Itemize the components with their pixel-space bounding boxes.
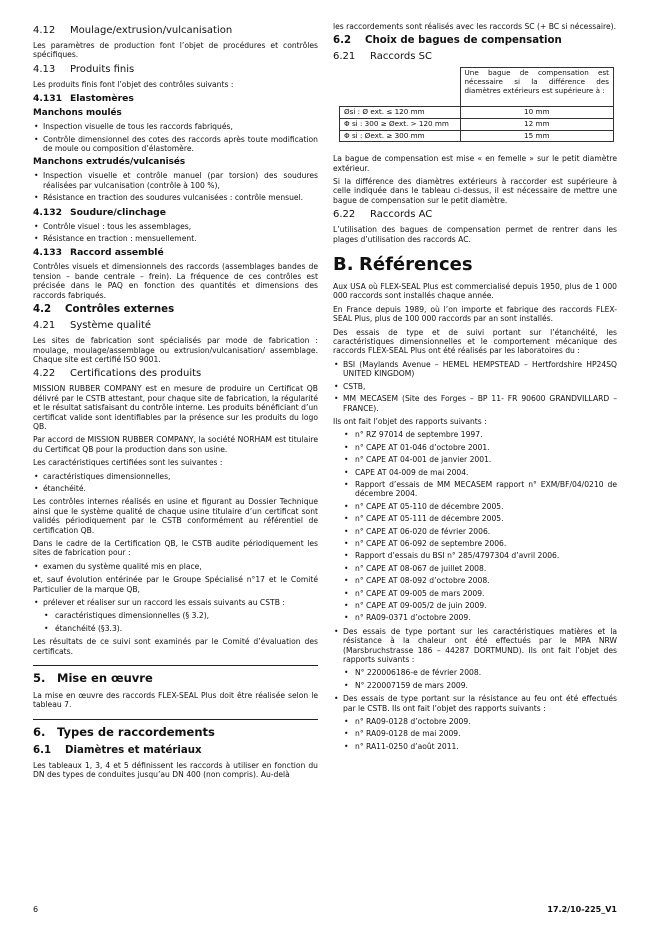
list-item: • étanchéité. (33, 484, 318, 493)
heading-4-22: 4.22 Certifications des produits (33, 368, 202, 380)
list-item: • N° 220007159 de mars 2009. (333, 681, 617, 690)
paragraph: L’utilisation des bagues de compensation permet de rentrer dans les plages d’utilisation des raccords AC. (333, 225, 617, 244)
list-item: • Des essais de type portant sur la résistance au feu ont été effectués par le CSTB. Ils ont fait l’objet des rapports suivants : (333, 694, 617, 713)
left-column (33, 22, 318, 784)
table-row (340, 130, 614, 142)
paragraph: Aux USA où FLEX-SEAL Plus est commercialisé depuis 1950, plus de 1 000 000 raccords sont installés chaque année. (333, 282, 617, 301)
paragraph: et, sauf évolution entérinée par le Groupe Spécialisé n°17 et le Comité Particulier de la marque QB, (33, 575, 318, 594)
list-item: • Résistance en traction des soudures vulcanisées : contrôle mensuel. (33, 193, 318, 202)
heading-6-22: 6.22 Raccords AC (333, 209, 433, 221)
table-row (340, 107, 614, 119)
list-item: • n° CAPE AT 06-020 de février 2006. (333, 527, 617, 536)
right-column (333, 22, 617, 755)
paragraph: Des essais de type et de suivi portant sur l’étanchéité, les caractéristiques dimensionnelles et le comportement mécanique des raccords FLEX-SEAL Plus ont été réalisés par les laboratoires du : (333, 327, 617, 356)
paragraph: les raccordements sont réalisés avec les raccords SC (+ BC si nécessaire). (333, 22, 617, 31)
heading-4-132: 4.132 Soudure/clinchage (33, 206, 166, 218)
list-item: • n° RA09-0371 d’octobre 2009. (333, 613, 617, 622)
list-item: • n° CAPE AT 08-092 d’octobre 2008. (333, 576, 617, 585)
paragraph: Les produits finis font l’objet des contrôles suivants : (33, 79, 234, 89)
list-item: • n° RA09-0128 d’octobre 2009. (333, 717, 617, 726)
paragraph: Par accord de MISSION RUBBER COMPANY, la société NORHAM est titulaire du Certificat QB pour la production dans son usine. (33, 435, 318, 454)
table-header: Une bague de compensation est nécessaire si la différence des diamètres extérieurs est supérieure à : (460, 68, 614, 107)
heading-4-131: 4.131 Elastomères (33, 93, 134, 105)
list-item: • Contrôle visuel : tous les assemblages, (33, 222, 318, 231)
list-item: • MM MECASEM (Site des Forges – BP 11- FR 90600 GRANDVILLARD – FRANCE). (333, 394, 617, 413)
table-cell: 15 mm (460, 130, 614, 142)
paragraph: La bague de compensation est mise « en femelle » sur le petit diamètre extérieur. (333, 154, 617, 173)
list-item: • Rapport d’essais de MM MECASEM rapport n° EXM/BF/04/0210 de décembre 2004. (333, 480, 617, 499)
list-item: • n° RA09-0128 de mai 2009. (333, 729, 617, 738)
list-item: • Inspection visuelle et contrôle manuel (par torsion) des soudures réalisées par vulcanisation (contrôle à 100 %), (33, 171, 318, 190)
list-item: • prélever et réaliser sur un raccord les essais suivants au CSTB : (33, 598, 318, 607)
page-number: 6 (33, 905, 39, 914)
paragraph: Ils ont fait l’objet des rapports suivants : (333, 416, 487, 426)
heading-6-2: 6.2 Choix de bagues de compensation (333, 35, 562, 47)
heading-4-12: 4.12 Moulage/extrusion/vulcanisation (33, 25, 233, 36)
bullet-list (333, 360, 617, 413)
heading-6: 6. Types de raccordements (33, 719, 318, 739)
table-cell: Φ si : Øext. ≥ 300 mm (340, 130, 461, 142)
paragraph: Les tableaux 1, 3, 4 et 5 définissent les raccords à utiliser en fonction du DN des types de conduites jusqu’au DN 400 (non compris). Au-delà (33, 760, 318, 780)
list-item: • Des essais de type portant sur les caractéristiques matières et la résistance à la chaleur ont été effectués par le MPA NRW (Marsbruchstrasse 186 – 44287 DORTMUND). Ils ont fait l’objet des rapports suivants : (333, 627, 617, 665)
paragraph: Les résultats de ce suivi sont examinés par le Comité d’évaluation des certificats. (33, 637, 318, 656)
bullet-list (33, 171, 318, 202)
table-cell: 10 mm (460, 107, 614, 119)
list-item: • examen du système qualité mis en place, (33, 562, 318, 571)
paragraph: Les paramètres de production font l’objet de procédures et contrôles spécifiques. (33, 41, 318, 60)
subheading-manchons-moules: Manchons moulés (33, 108, 122, 119)
list-item: • CAPE AT 04-009 de mai 2004. (333, 468, 617, 477)
list-item: • Contrôle dimensionnel des cotes des raccords après toute modification de moule ou composition d’élastomère. (33, 135, 318, 154)
bullet-list (33, 472, 318, 494)
list-item: • Résistance en traction : mensuellement. (33, 234, 318, 243)
list-item: • caractéristiques dimensionnelles, (33, 472, 318, 481)
list-item: • étanchéité (§3.3). (33, 624, 318, 633)
heading-4-13: 4.13 Produits finis (33, 63, 135, 75)
list-item: • n° CAPE AT 09-005/2 de juin 2009. (333, 601, 617, 610)
sub-bullet-list (33, 611, 318, 633)
list-item: • BSI (Maylands Avenue – HEMEL HEMPSTEAD – Hertfordshire HP24SQ UNITED KINGDOM) (333, 360, 617, 379)
heading-references: B. Références (333, 254, 473, 276)
paragraph: Dans le cadre de la Certification QB, le CSTB audite périodiquement les sites de fabrication pour : (33, 539, 318, 558)
heading-6-21: 6.21 Raccords SC (333, 51, 432, 63)
list-item: • N° 220006186-e de février 2008. (333, 668, 617, 677)
reports-list (333, 430, 617, 623)
paragraph: Contrôles visuels et dimensionnels des raccords (assemblages bandes de tension – bande centrale – frein). La fréquence de ces contrôles est précisée dans le PAQ en fonction des quantités et dimensions des raccords fabriqués. (33, 262, 318, 300)
list-item: • n° CAPE AT 05-111 de décembre 2005. (333, 514, 617, 523)
paragraph: En France depuis 1989, où l’on importe et fabrique des raccords FLEX-SEAL Plus, plus de 100 000 raccords par an sont installés. (333, 304, 617, 324)
paragraph: Les sites de fabrication sont spécialisés par mode de fabrication : moulage, moulage/assemblage ou extrusion/vulcanisation/ assemblage. Chaque site est certifié ISO 9001. (33, 336, 318, 364)
table-cell: Øsi : Ø ext. ≤ 120 mm (340, 107, 461, 119)
heading-4-21: 4.21 Système qualité (33, 320, 152, 332)
list-item: • CSTB, (333, 382, 617, 391)
bullet-list (33, 562, 318, 571)
list-item: • n° CAPE AT 01-046 d’octobre 2001. (333, 443, 617, 452)
paragraph: Si la différence des diamètres extérieurs à raccorder est supérieure à celle indiquée dans le tableau ci-dessus, il est nécessaire de mettre une bague de compensation sur le petit diamètre. (333, 177, 617, 205)
subheading-manchons-extrudes: Manchons extrudés/vulcanisés (33, 157, 186, 168)
list-item: • n° CAPE AT 04-001 de janvier 2001. (333, 455, 617, 464)
table-cell: 12 mm (460, 119, 614, 131)
reports-list (333, 668, 617, 690)
bullet-list (33, 222, 318, 244)
list-item: • n° RZ 97014 de septembre 1997. (333, 430, 617, 439)
list-item: • n° CAPE AT 08-067 de juillet 2008. (333, 564, 617, 573)
list-item: • Rapport d’essais du BSI n° 285/4797304 d’avril 2006. (333, 551, 617, 560)
paragraph: MISSION RUBBER COMPANY est en mesure de produire un Certificat QB délivré par le CSTB attestant, pour chaque site de fabrication, la régularité et le résultat satisfaisant du contrôle interne. Les produits bénéficiant d’un certificat valide sont identifiables par la présence sur les produits du logo QB. (33, 384, 318, 431)
bullet-list (33, 598, 318, 607)
list-item: • Inspection visuelle de tous les raccords fabriqués, (33, 122, 318, 131)
bullet-list (333, 694, 617, 713)
list-item: • n° CAPE AT 05-110 de décembre 2005. (333, 502, 617, 511)
list-item: • n° CAPE AT 06-092 de septembre 2006. (333, 539, 617, 548)
list-item: • n° CAPE AT 09-005 de mars 2009. (333, 589, 617, 598)
paragraph: Les caractéristiques certifiées sont les suivantes : (33, 458, 223, 468)
heading-4-133: 4.133 Raccord assemblé (33, 247, 164, 259)
heading-5: 5. Mise en œuvre (33, 665, 318, 685)
compensation-table (339, 67, 614, 142)
list-item: • caractéristiques dimensionnelles (§ 3.2), (33, 611, 318, 620)
bullet-list (333, 627, 617, 665)
paragraph: La mise en œuvre des raccords FLEX-SEAL Plus doit être réalisée selon le tableau 7. (33, 691, 318, 710)
bullet-list (33, 122, 318, 153)
reports-list (333, 717, 617, 751)
table-cell: Φ si : 300 ≥ Øext. > 120 mm (340, 119, 461, 131)
table-row (340, 119, 614, 131)
heading-6-1: 6.1 Diamètres et matériaux (33, 744, 202, 756)
document-reference: 17.2/10-225_V1 (547, 905, 617, 914)
heading-4-2: 4.2 Contrôles externes (33, 304, 175, 316)
list-item: • n° RA11-0250 d’août 2011. (333, 742, 617, 751)
paragraph: Les contrôles internes réalisés en usine et figurant au Dossier Technique ainsi que le système qualité de chaque usine titulaire d’un certificat sont validés périodiquement par le CSTB conformément au référentiel de certification QB. (33, 497, 318, 535)
